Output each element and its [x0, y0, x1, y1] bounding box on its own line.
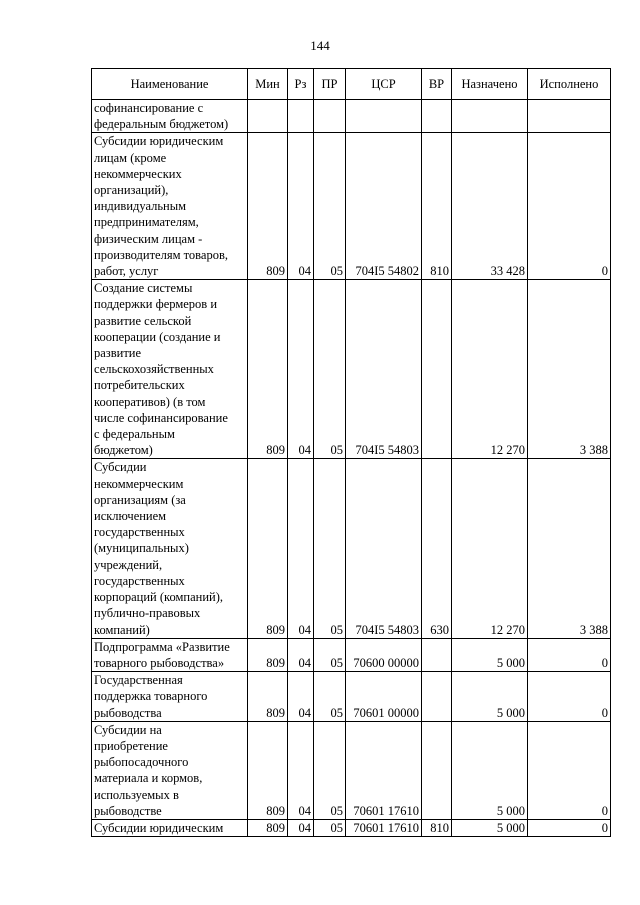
- cell-rz: 04: [288, 133, 314, 280]
- cell-name: [92, 280, 248, 459]
- cell-pr: 05: [314, 459, 346, 638]
- cell-rz: 04: [288, 672, 314, 722]
- name-line: сельскохозяйственных: [94, 362, 214, 377]
- cell-assigned: 5 000: [452, 638, 528, 671]
- name-line: организациям (за: [94, 492, 186, 507]
- table-row: [92, 459, 611, 638]
- cell-vr: [422, 721, 452, 819]
- name-line: учреждений,: [94, 557, 163, 572]
- name-line: потребительских: [94, 378, 185, 393]
- name-line: развитие сельской: [94, 313, 192, 328]
- table-row: [92, 672, 611, 722]
- cell-rz: 04: [288, 721, 314, 819]
- cell-executed: 0: [528, 133, 611, 280]
- cell-csr: [346, 100, 422, 133]
- cell-name: [92, 133, 248, 280]
- cell-pr: 05: [314, 280, 346, 459]
- cell-executed: 0: [528, 638, 611, 671]
- header-assigned: Назначено: [452, 69, 528, 100]
- cell-assigned: 12 270: [452, 280, 528, 459]
- name-line: бюджетом): [94, 443, 153, 458]
- name-line: предпринимателям,: [94, 215, 199, 230]
- cell-name: [92, 459, 248, 638]
- table-row: [92, 819, 611, 836]
- name-line: производителям товаров,: [94, 247, 228, 262]
- cell-pr: 05: [314, 638, 346, 671]
- cell-executed: 3 388: [528, 280, 611, 459]
- name-line: Субсидии юридическим: [94, 134, 224, 149]
- name-line: некоммерческим: [94, 476, 184, 491]
- cell-pr: 05: [314, 133, 346, 280]
- header-vr: ВР: [422, 69, 452, 100]
- cell-min: 809: [248, 819, 288, 836]
- name-line: кооперации (создание и: [94, 329, 221, 344]
- header-pr: ПР: [314, 69, 346, 100]
- name-line: развитие: [94, 346, 142, 361]
- name-line: поддержки фермеров и: [94, 297, 218, 312]
- cell-vr: [422, 638, 452, 671]
- cell-csr: 704I5 54803: [346, 459, 422, 638]
- name-line: кооперативов) (в том: [94, 394, 206, 409]
- cell-assigned: 12 270: [452, 459, 528, 638]
- cell-name: [92, 638, 248, 671]
- cell-min: 809: [248, 133, 288, 280]
- cell-rz: 04: [288, 819, 314, 836]
- header-row: [92, 69, 611, 100]
- cell-executed: 3 388: [528, 459, 611, 638]
- cell-assigned: 33 428: [452, 133, 528, 280]
- cell-min: [248, 100, 288, 133]
- name-line: поддержка товарного: [94, 689, 208, 704]
- name-line: Создание системы: [94, 281, 193, 296]
- name-line: (муниципальных): [94, 541, 189, 556]
- header-csr: ЦСР: [346, 69, 422, 100]
- name-line: лицам (кроме: [94, 150, 167, 165]
- header-rz: Рз: [288, 69, 314, 100]
- cell-vr: 630: [422, 459, 452, 638]
- page-number: 144: [310, 38, 330, 53]
- cell-min: 809: [248, 672, 288, 722]
- table-header: [92, 69, 611, 100]
- name-line: работ, услуг: [94, 264, 159, 279]
- table-row: [92, 133, 611, 280]
- cell-vr: [422, 672, 452, 722]
- cell-assigned: 5 000: [452, 819, 528, 836]
- cell-pr: 05: [314, 672, 346, 722]
- cell-min: 809: [248, 721, 288, 819]
- budget-table: [91, 68, 611, 837]
- cell-vr: 810: [422, 133, 452, 280]
- cell-name: [92, 100, 248, 133]
- header-min: Мин: [248, 69, 288, 100]
- name-line: рыбоводства: [94, 705, 162, 720]
- cell-executed: 0: [528, 721, 611, 819]
- name-line: с федеральным: [94, 427, 175, 442]
- cell-assigned: 5 000: [452, 721, 528, 819]
- name-line: товарного рыбоводства»: [94, 655, 225, 670]
- name-line: государственных: [94, 573, 185, 588]
- cell-executed: 0: [528, 819, 611, 836]
- name-line: рыбоводстве: [94, 803, 162, 818]
- name-line: Подпрограмма «Развитие: [94, 639, 230, 654]
- cell-vr: [422, 280, 452, 459]
- name-line: материала и кормов,: [94, 771, 203, 786]
- cell-rz: 04: [288, 280, 314, 459]
- cell-min: 809: [248, 459, 288, 638]
- name-line: физическим лицам -: [94, 231, 203, 246]
- cell-executed: [528, 100, 611, 133]
- name-line: Субсидии: [94, 460, 147, 475]
- cell-min: 809: [248, 280, 288, 459]
- cell-csr: 70601 17610: [346, 819, 422, 836]
- table-row: [92, 638, 611, 671]
- table-row: [92, 721, 611, 819]
- cell-pr: 05: [314, 721, 346, 819]
- cell-name: [92, 819, 248, 836]
- name-line: корпораций (компаний),: [94, 590, 223, 605]
- table-row: [92, 280, 611, 459]
- name-line: индивидуальным: [94, 199, 187, 214]
- table-body: [92, 100, 611, 837]
- cell-pr: [314, 100, 346, 133]
- cell-csr: 704I5 54802: [346, 133, 422, 280]
- name-line: государственных: [94, 525, 185, 540]
- cell-name: [92, 672, 248, 722]
- cell-rz: 04: [288, 638, 314, 671]
- name-line: рыбопосадочного: [94, 755, 189, 770]
- name-line: исключением: [94, 509, 167, 524]
- cell-vr: [422, 100, 452, 133]
- name-line: публично-правовых: [94, 606, 201, 621]
- header-name: Наименование: [92, 69, 248, 100]
- cell-name: [92, 721, 248, 819]
- name-line: Субсидии на: [94, 722, 162, 737]
- table-row: [92, 100, 611, 133]
- cell-executed: 0: [528, 672, 611, 722]
- cell-pr: 05: [314, 819, 346, 836]
- cell-assigned: [452, 100, 528, 133]
- cell-rz: [288, 100, 314, 133]
- name-line: Субсидии юридическим: [94, 820, 224, 835]
- name-line: приобретение: [94, 738, 168, 753]
- cell-min: 809: [248, 638, 288, 671]
- cell-assigned: 5 000: [452, 672, 528, 722]
- cell-csr: 704I5 54803: [346, 280, 422, 459]
- name-line: софинансирование с: [94, 101, 204, 115]
- name-line: числе софинансирование: [94, 410, 228, 425]
- name-line: используемых в: [94, 787, 179, 802]
- name-line: некоммерческих: [94, 166, 182, 181]
- name-line: организаций),: [94, 183, 169, 198]
- cell-vr: 810: [422, 819, 452, 836]
- cell-rz: 04: [288, 459, 314, 638]
- name-line: компаний): [94, 622, 150, 637]
- name-line: федеральным бюджетом): [94, 117, 229, 132]
- cell-csr: 70600 00000: [346, 638, 422, 671]
- header-executed: Исполнено: [528, 69, 611, 100]
- cell-csr: 70601 17610: [346, 721, 422, 819]
- name-line: Государственная: [94, 673, 183, 688]
- cell-csr: 70601 00000: [346, 672, 422, 722]
